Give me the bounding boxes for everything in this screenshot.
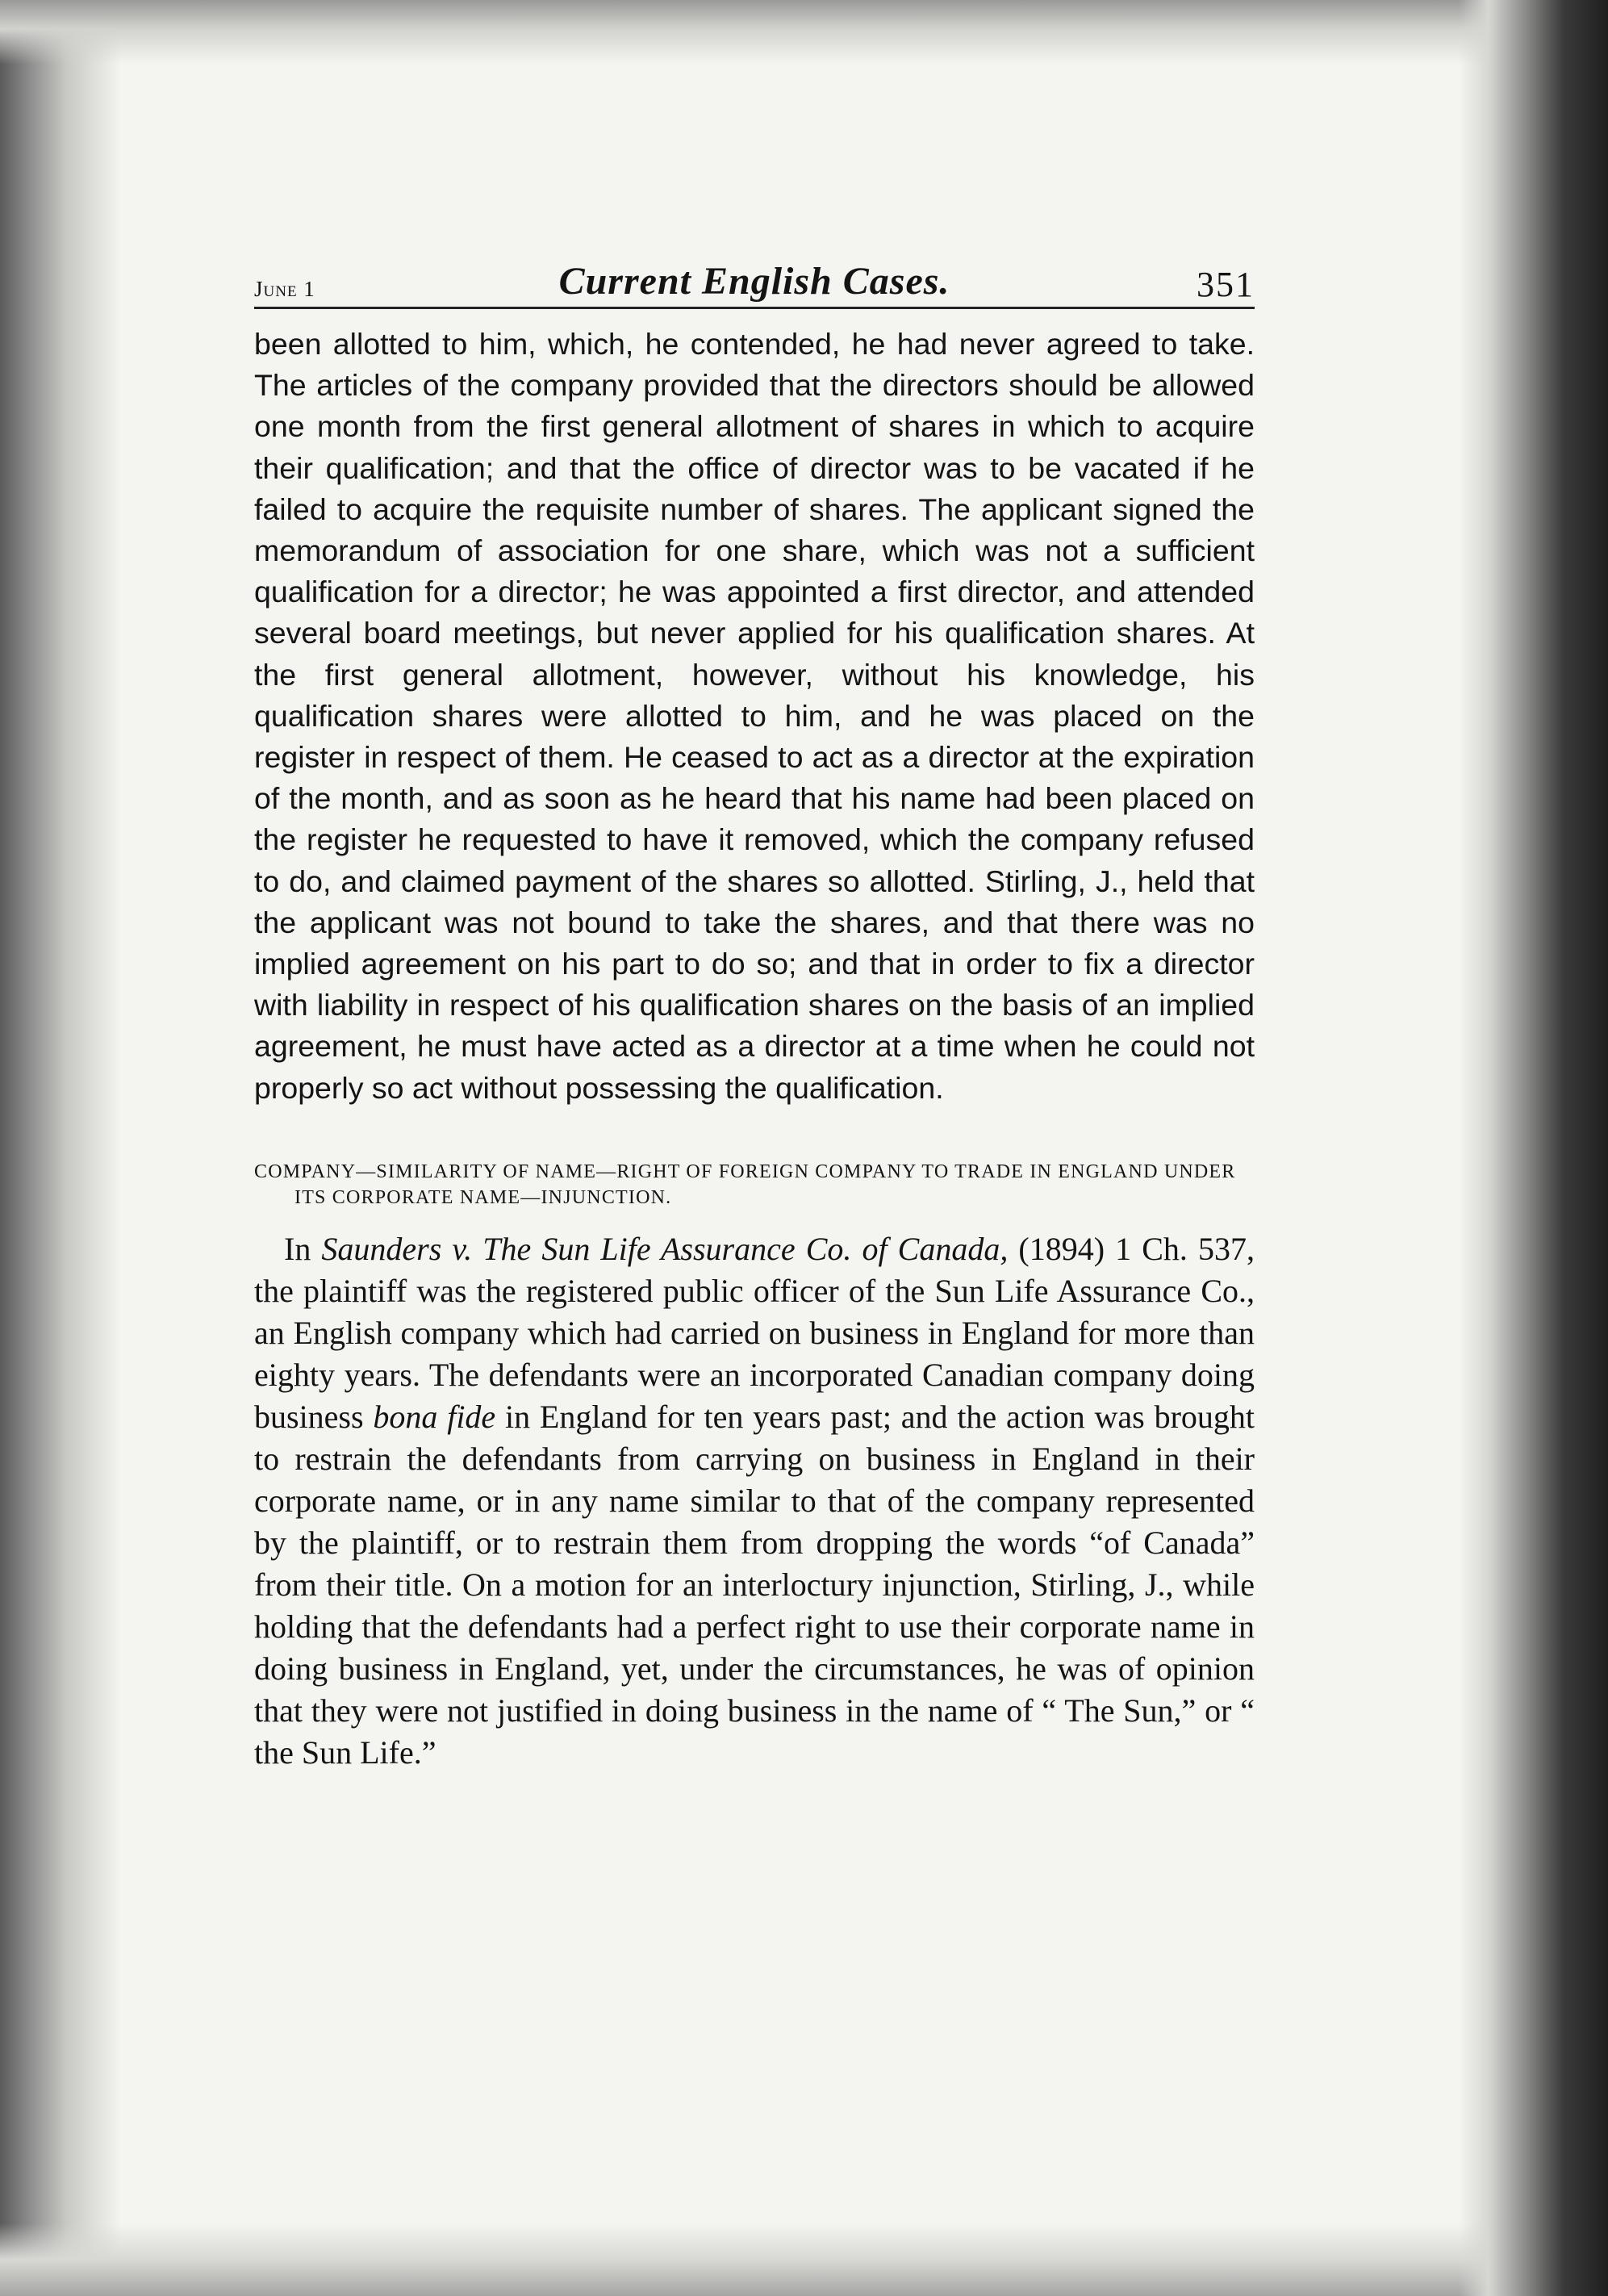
scan-edge-top [0,0,1608,65]
running-head-date: June 1 [254,277,315,301]
case-paragraph-saunders [254,1228,1255,1774]
bona-fide-phrase: bona fide [373,1398,496,1435]
scan-edge-bottom [0,2223,1608,2296]
case-paragraph-continued: been allotted to him, which, he contended, he had never agreed to take. The articles of the company provided that the directors should be allowed one month from the first general allotment of shares in which to acquire their qualification; and that the office of director was to be vacated if he failed to acquire the requisite number of shares. The applicant signed the memorandum of association for one share, which was not a sufficient qualification for a director; he was appointed a first director, and attended several board meetings, but never applied for his qualification shares. At the first general allotment, however, without his knowledge, his qualification shares were allotted to him, and he was placed on the register in respect of them. He ceased to act as a director at the expiration of the month, and as soon as he heard that his name had been placed on the register he requested to have it removed, which the company refused to do, and claimed payment of the shares so allotted. Stirling, J., held that the applicant was not bound to take the shares, and that there was no implied agreement on his part to do so; and that in order to fix a director with liability in respect of his qualification shares on the basis of an implied agreement, he must have acted as a director at a time when he could not properly so act without possessing the qualification. [254,327,1255,1105]
case-name: Saunders v. The Sun Life Assurance Co. of Canada, [321,1230,1009,1267]
scan-edge-left [0,0,121,2296]
case-body-text: in England for ten years past; and the action was brought to restrain the defendants from carrying on business in England in their corporate name, or in any name similar to that of the company represented by the plaintiff, or to restrain them from dropping the words “of Canada” from their title. On a motion for an interloctury injunction, Stirling, J., while holding that the defendants had a perfect right to use their corporate name in doing business in England, yet, under the circumstances, he was of opinion that they were not justified in doing business in the name of “ The Sun,” or “ the Sun Life.” [254,1398,1255,1771]
running-head [254,242,1255,309]
paragraph-lead: In [284,1230,322,1267]
case-citation-text: (1894) 1 Ch. 537, the plaintiff was the registered public officer of the Sun Life Assurance Co., an English company which had carried on business in England for more than eighty years. The defendants were an incorporated Canadian company doing business [254,1230,1255,1435]
scan-edge-right [1459,0,1608,2296]
section-heading: COMPANY—SIMILARITY OF NAME—RIGHT OF FOREIGN COMPANY TO TRADE IN ENGLAND UNDER ITS CORPORATE NAME—INJUNCTION. [254,1161,1236,1208]
running-head-title: Current English Cases. [558,260,950,303]
page-number: 351 [1197,265,1255,304]
book-page [254,242,1255,1774]
